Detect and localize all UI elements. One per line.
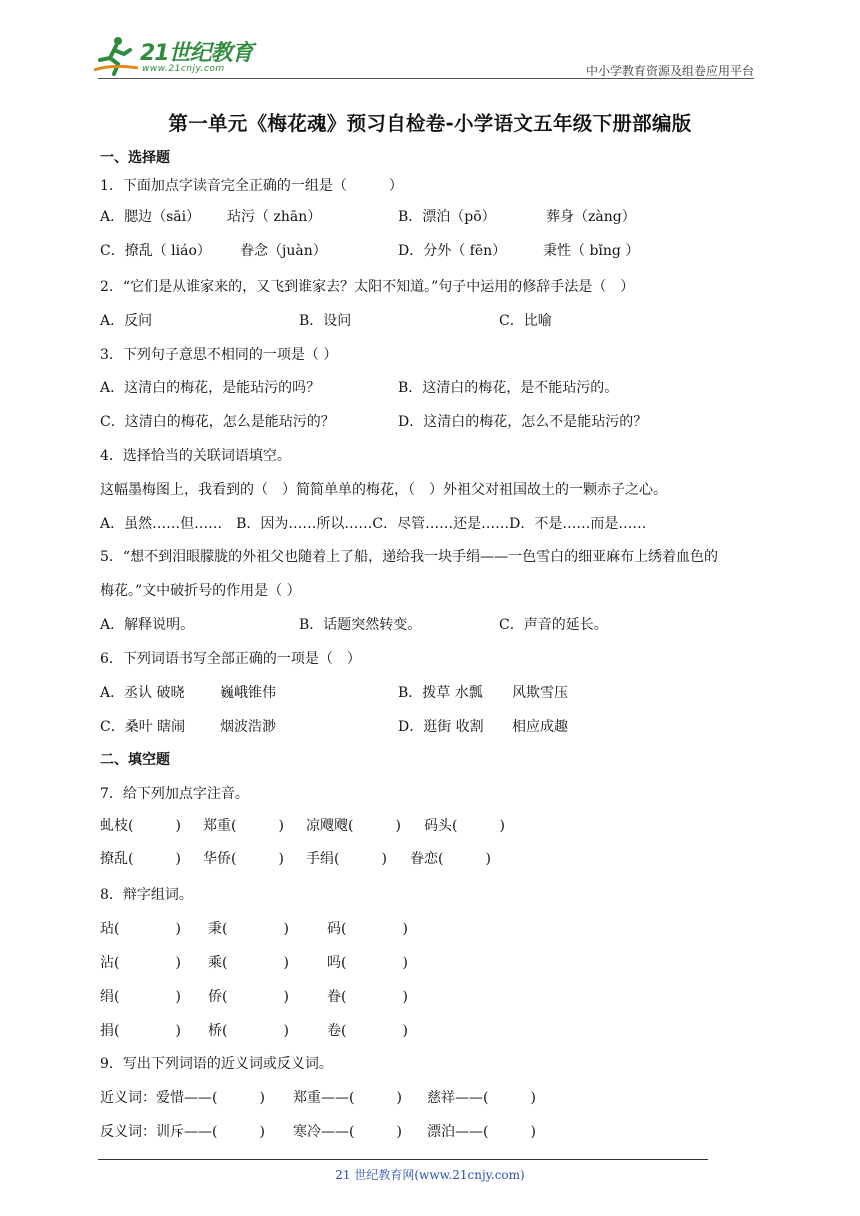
q1-option-a2: 玷污（ zhān）: [227, 209, 322, 225]
q7-item: 码头( ): [424, 818, 505, 834]
platform-name: 中小学教育资源及组卷应用平台: [585, 64, 754, 78]
q9-synonym-item: 近义词：爱惜——( ): [100, 1090, 265, 1106]
q6-option-b1: B．拨草 水瓢: [398, 685, 483, 701]
section-heading-fill: 二、填空题: [100, 752, 170, 768]
q8-item: 码( ): [327, 921, 408, 937]
q5-stem-line2: 梅花。”文中破折号的作用是（ ）: [100, 583, 301, 599]
q7-stem: 7．给下列加点字注音。: [100, 786, 249, 802]
q3-option-b: B．这清白的梅花，是不能玷污的。: [398, 380, 619, 396]
q3-option-c: C．这清白的梅花，怎么是能玷污的？: [100, 414, 335, 430]
q6-option-c2: 烟波浩渺: [220, 719, 276, 735]
q8-item: 绢( ): [100, 989, 181, 1005]
q8-item: 秉( ): [208, 921, 289, 937]
q9-antonym-item: 漂泊——( ): [427, 1124, 536, 1140]
q8-item: 吗( ): [327, 955, 408, 971]
q8-item: 卷( ): [327, 1023, 408, 1039]
header-divider: [98, 78, 754, 79]
q3-stem: 3．下列句子意思不相同的一项是（ ）: [100, 347, 338, 363]
q8-item: 捐( ): [100, 1023, 181, 1039]
q9-antonym-item: 寒冷——( ): [293, 1124, 402, 1140]
q8-item: 眷( ): [327, 989, 408, 1005]
q6-stem: 6．下列词语书写全部正确的一项是（ ）: [100, 651, 361, 667]
q7-item: 华侨( ): [203, 851, 284, 867]
q1-option-c1: C．撩乱（ liáo）: [100, 243, 211, 259]
q1-option-d1: D．分外（ fēn）: [398, 243, 507, 259]
footer-divider: [98, 1159, 708, 1160]
footer-link[interactable]: 21 世纪教育网(www.21cnjy.com): [335, 1168, 525, 1182]
q8-item: 侨( ): [208, 989, 289, 1005]
q2-stem: 2．“它们是从谁家来的，又飞到谁家去？太阳不知道。”句子中运用的修辞手法是（ ）: [100, 279, 635, 295]
q5-option-b: B．话题突然转变。: [299, 617, 422, 633]
q3-option-d: D．这清白的梅花，怎么不是能玷污的？: [398, 414, 648, 430]
q6-option-a1: A．丞认 破晓: [100, 685, 185, 701]
q8-item: 桥( ): [208, 1023, 289, 1039]
page-title: 第一单元《梅花魂》预习自检卷-小学语文五年级下册部编版: [168, 112, 692, 135]
q6-option-b2: 风欺雪压: [512, 685, 568, 701]
q2-option-a: A．反问: [100, 313, 153, 329]
q8-item: 玷( ): [100, 921, 181, 937]
runner-logo-icon: [92, 34, 140, 78]
q6-option-d2: 相应成趣: [512, 719, 568, 735]
q1-option-b2: 葬身（zàng）: [546, 209, 636, 225]
q6-option-a2: 巍峨锥伟: [220, 685, 276, 701]
q9-synonym-item: 慈祥——( ): [427, 1090, 536, 1106]
q7-item: 凉飕飕( ): [306, 818, 401, 834]
q4-stem: 4．选择恰当的关联词语填空。: [100, 448, 291, 464]
q7-item: 虬枝( ): [100, 818, 181, 834]
q2-option-c: C．比喻: [499, 313, 552, 329]
q2-option-b: B．设问: [299, 313, 352, 329]
q1-option-d2: 秉性（ bǐng ）: [543, 243, 640, 259]
q6-option-d1: D．逛街 收割: [398, 719, 484, 735]
q9-synonym-item: 郑重——( ): [293, 1090, 402, 1106]
q8-item: 乘( ): [208, 955, 289, 971]
q1-option-b1: B．漂泊（pō）: [398, 209, 496, 225]
q9-antonym-item: 反义词：训斥——( ): [100, 1124, 265, 1140]
q1-option-a1: A．腮边（sāi）: [100, 209, 201, 225]
q7-item: 眷恋( ): [410, 851, 491, 867]
q7-item: 郑重( ): [203, 818, 284, 834]
q8-item: 沾( ): [100, 955, 181, 971]
q7-item: 手绢( ): [306, 851, 387, 867]
q1-option-c2: 眷念（juàn）: [240, 243, 327, 259]
q4-sentence: 这幅墨梅图上，我看到的（ ）简简单单的梅花，（ ）外祖父对祖国故土的一颗赤子之心。: [100, 482, 667, 498]
q3-option-a: A．这清白的梅花，是能玷污的吗？: [100, 380, 321, 396]
q9-stem: 9．写出下列词语的近义词或反义词。: [100, 1056, 333, 1072]
q5-option-a: A．解释说明。: [100, 617, 195, 633]
q1-stem: 1．下面加点字读音完全正确的一组是（ ）: [100, 178, 403, 194]
q8-stem: 8．辩字组词。: [100, 887, 193, 903]
q5-stem-line1: 5．“想不到泪眼朦胧的外祖父也随着上了船，递给我一块手绢——一色雪白的细亚麻布上绣着血色的: [100, 549, 719, 565]
logo-text: 21世纪教育: [140, 41, 253, 66]
q7-item: 撩乱( ): [100, 851, 181, 867]
site-logo: [92, 34, 262, 80]
q4-options: A．虽然……但…… B．因为……所以……C．尽管……还是……D．不是……而是……: [100, 516, 647, 532]
section-heading-choice: 一、选择题: [100, 150, 170, 166]
logo-url: www.21cnjy.com: [142, 64, 225, 74]
q6-option-c1: C．桑叶 瞎闹: [100, 719, 186, 735]
q5-option-c: C．声音的延长。: [499, 617, 608, 633]
